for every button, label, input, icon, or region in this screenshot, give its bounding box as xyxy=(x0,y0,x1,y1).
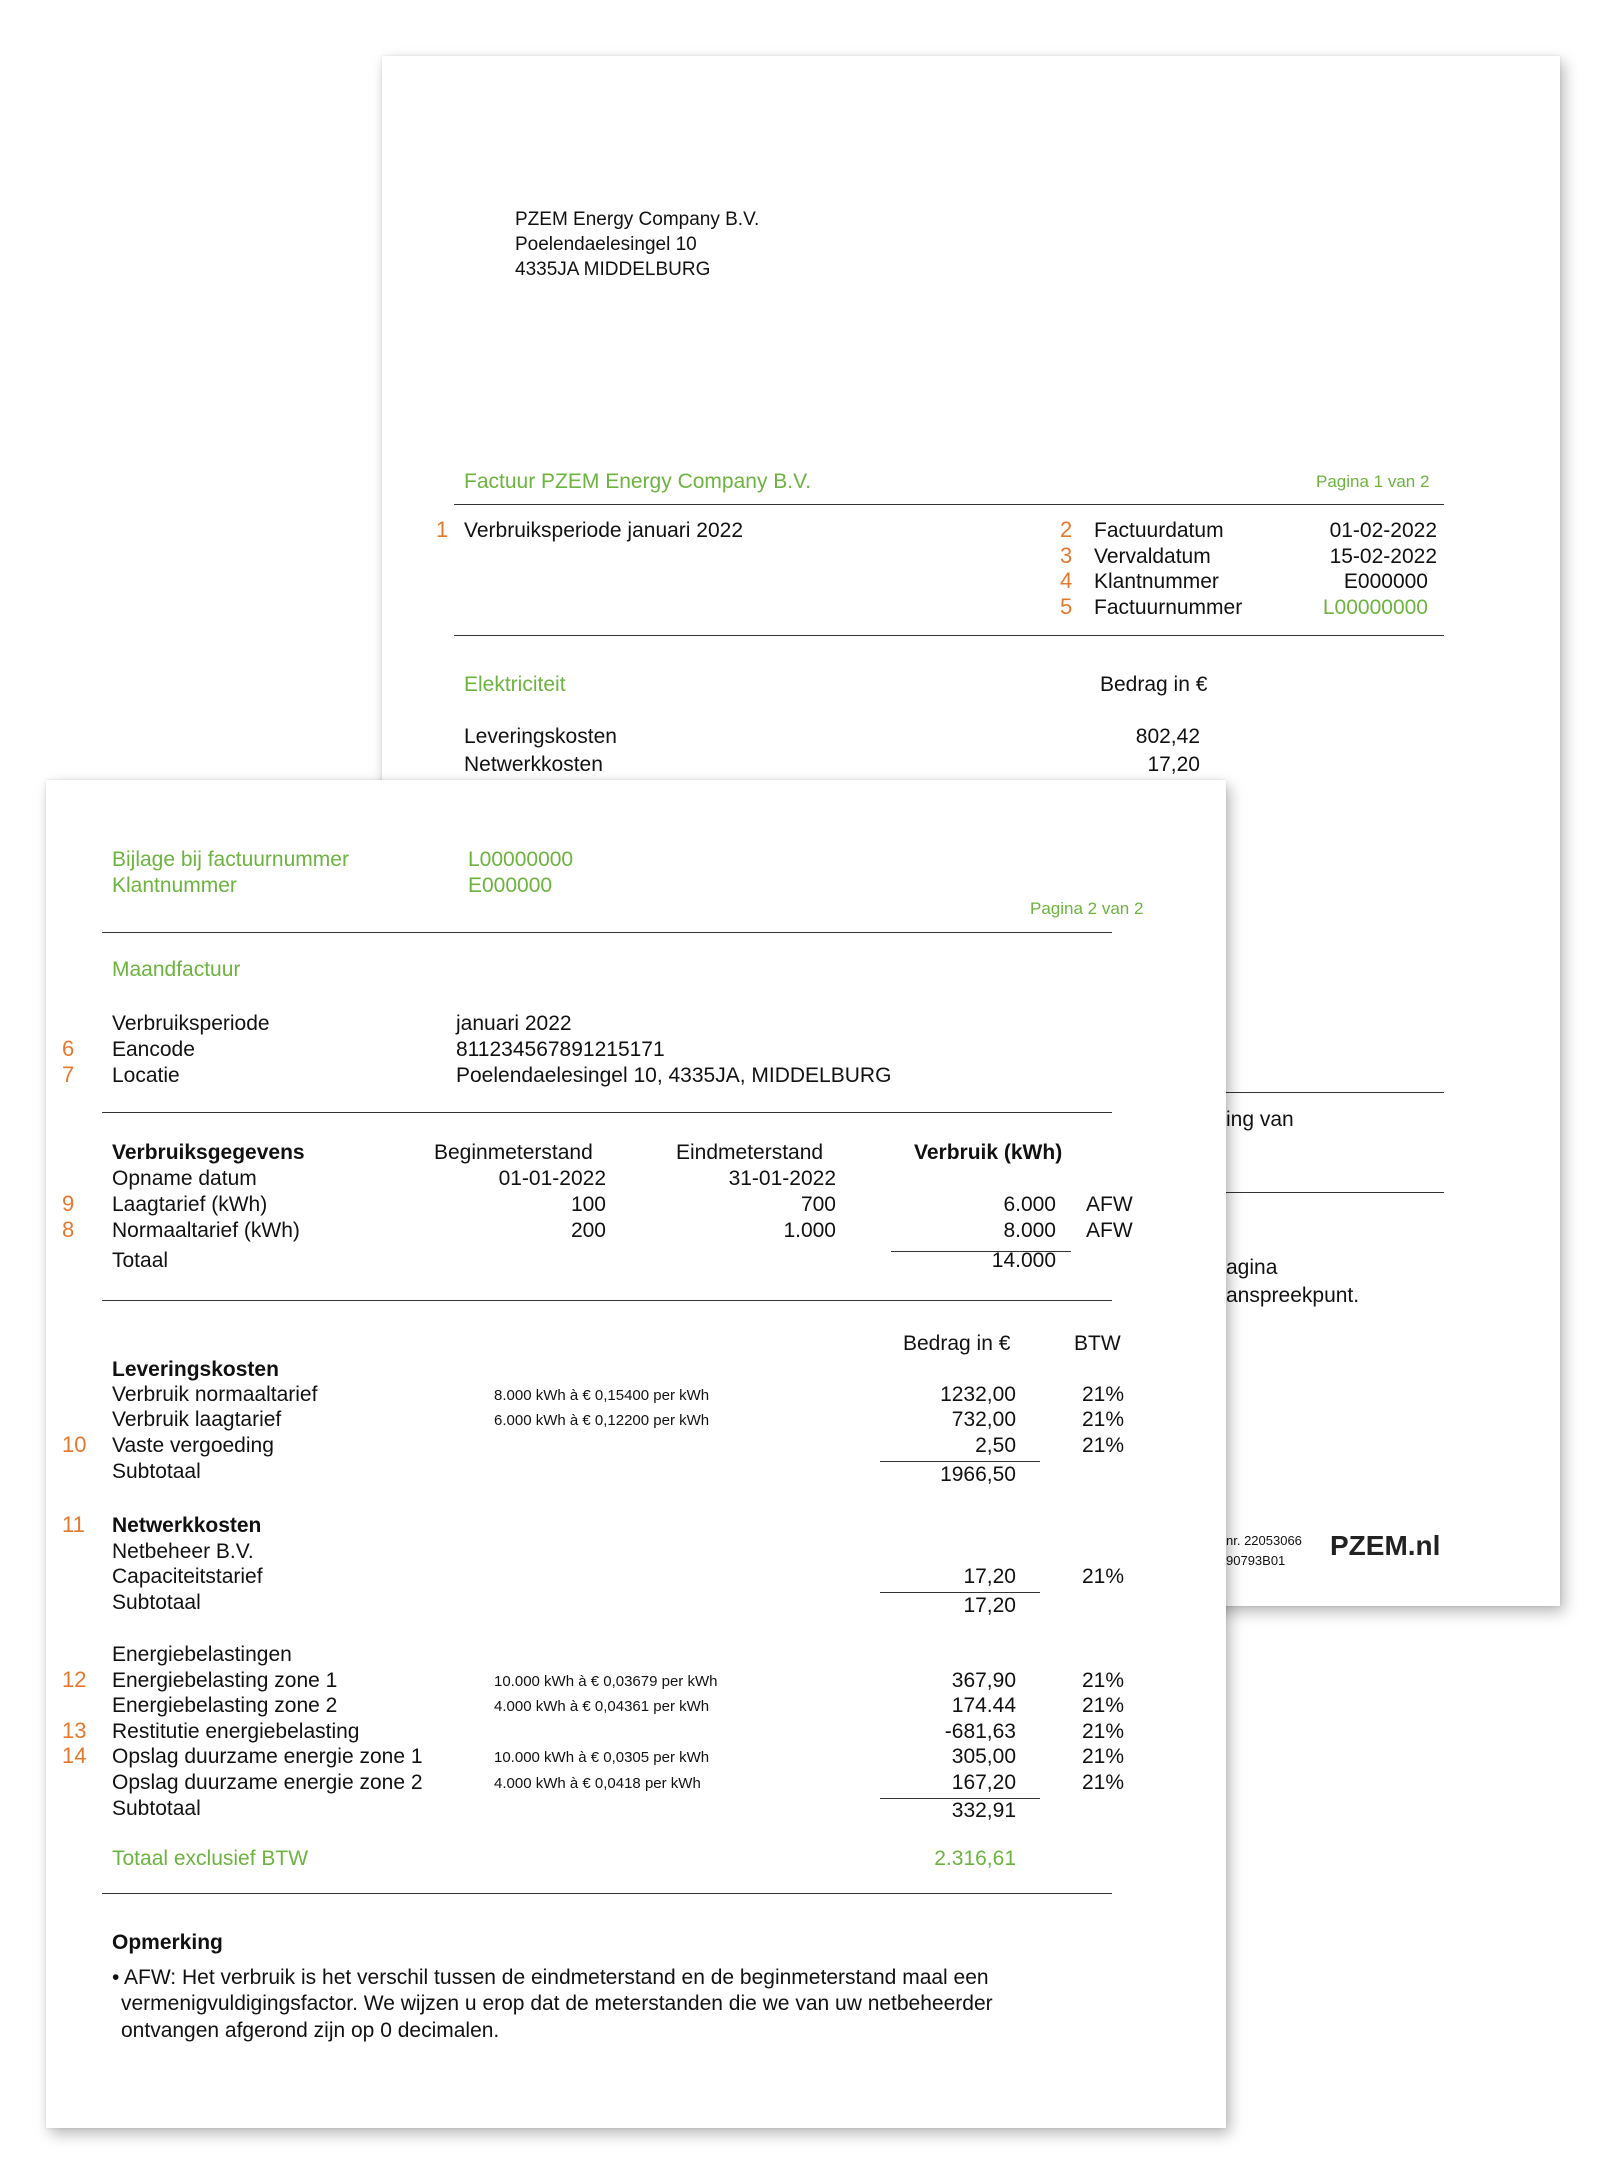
taxes-row-vat: 21% xyxy=(1082,1669,1125,1692)
attachment-value: L00000000 xyxy=(468,848,574,871)
marker-2: 2 xyxy=(1060,517,1073,542)
footer-small-text: nr. 22053066 xyxy=(1226,1533,1302,1548)
cost-value-network: 17,20 xyxy=(1147,753,1200,776)
footer-small-text: 90793B01 xyxy=(1226,1553,1286,1568)
taxes-row-amount: 167,20 xyxy=(951,1771,1016,1794)
delivery-row-label: Vaste vergoeding xyxy=(112,1434,274,1457)
usage-total-value: 14.000 xyxy=(991,1249,1056,1272)
delivery-row-detail: 6.000 kWh à € 0,12200 per kWh xyxy=(494,1412,710,1429)
divider xyxy=(454,635,1444,636)
total-excl-vat-label: Totaal exclusief BTW xyxy=(112,1847,309,1870)
sender-address-line2: Poelendaelesingel 10 xyxy=(515,234,697,255)
network-subtotal-label: Subtotaal xyxy=(112,1591,201,1614)
delivery-row-amount: 2,50 xyxy=(975,1434,1016,1457)
marker-8: 8 xyxy=(62,1217,75,1242)
usage-row-note: AFW xyxy=(1086,1219,1133,1242)
costs-header-amount: Bedrag in € xyxy=(903,1332,1011,1355)
taxes-row-vat: 21% xyxy=(1082,1694,1125,1717)
divider xyxy=(102,1893,1112,1894)
taxes-row-label: Energiebelasting zone 2 xyxy=(112,1694,338,1717)
taxes-row-detail: 10.000 kWh à € 0,03679 per kWh xyxy=(494,1673,718,1690)
sender-address-line1: PZEM Energy Company B.V. xyxy=(515,209,760,230)
remark-line: • AFW: Het verbruik is het verschil tussen de eindmeterstand en de beginmeterstand maal een xyxy=(112,1966,989,1989)
meta-label-invoice-date: Factuurdatum xyxy=(1094,519,1224,542)
usage-row-begin: 100 xyxy=(570,1193,606,1216)
meta-label-customer-number: Klantnummer xyxy=(1094,570,1219,593)
delivery-subtotal-label: Subtotaal xyxy=(112,1460,201,1483)
taxes-row-amount: 367,90 xyxy=(951,1669,1016,1692)
taxes-row-label: Opslag duurzame energie zone 2 xyxy=(112,1771,423,1794)
page-indicator: Pagina 2 van 2 xyxy=(1030,899,1144,918)
delivery-row-label: Verbruik laagtarief xyxy=(112,1408,282,1431)
network-operator: Netbeheer B.V. xyxy=(112,1540,254,1563)
sum-line xyxy=(880,1592,1040,1593)
info-label-period: Verbruiksperiode xyxy=(112,1012,270,1035)
attachment-label: Bijlage bij factuurnummer xyxy=(112,848,349,871)
delivery-row-amount: 1232,00 xyxy=(940,1383,1016,1406)
marker-10: 10 xyxy=(62,1432,87,1457)
usage-total-label: Totaal xyxy=(112,1249,169,1272)
usage-date-label: Opname datum xyxy=(112,1167,257,1190)
amount-header: Bedrag in € xyxy=(1100,673,1208,696)
page-indicator: Pagina 1 van 2 xyxy=(1316,472,1430,491)
marker-11: 11 xyxy=(62,1512,85,1537)
taxes-title: Energiebelastingen xyxy=(112,1643,292,1666)
delivery-row-detail: 8.000 kWh à € 0,15400 per kWh xyxy=(494,1387,710,1404)
costs-header-vat: BTW xyxy=(1074,1332,1121,1355)
usage-date-begin: 01-01-2022 xyxy=(498,1167,606,1190)
usage-header-label: Verbruiksgegevens xyxy=(112,1141,305,1164)
usage-row-usage: 8.000 xyxy=(1003,1219,1056,1242)
marker-4: 4 xyxy=(1060,568,1073,593)
taxes-row-vat: 21% xyxy=(1082,1771,1125,1794)
usage-row-note: AFW xyxy=(1086,1193,1133,1216)
total-excl-vat-value: 2.316,61 xyxy=(934,1847,1016,1870)
network-title: Netwerkkosten xyxy=(112,1514,262,1537)
partial-text: ing van xyxy=(1226,1108,1294,1131)
invoice-page-2 xyxy=(46,780,1226,2128)
taxes-row-vat: 21% xyxy=(1082,1745,1125,1768)
meta-value-invoice-number: L00000000 xyxy=(1322,596,1428,619)
taxes-row-detail: 4.000 kWh à € 0,04361 per kWh xyxy=(494,1698,710,1715)
usage-row-end: 1.000 xyxy=(783,1219,836,1242)
meta-label-due-date: Vervaldatum xyxy=(1094,545,1211,568)
sender-address-line3: 4335JA MIDDELBURG xyxy=(515,259,711,280)
marker-3: 3 xyxy=(1060,543,1073,568)
taxes-row-label: Energiebelasting zone 1 xyxy=(112,1669,338,1692)
meta-value-customer-number: E000000 xyxy=(1343,570,1428,593)
marker-12: 12 xyxy=(62,1667,87,1692)
marker-7: 7 xyxy=(62,1062,75,1087)
remark-title: Opmerking xyxy=(112,1931,223,1954)
delivery-row-vat: 21% xyxy=(1082,1383,1125,1406)
marker-6: 6 xyxy=(62,1036,75,1061)
taxes-row-detail: 10.000 kWh à € 0,0305 per kWh xyxy=(494,1749,710,1766)
marker-14: 14 xyxy=(62,1743,87,1768)
remark-line: vermenigvuldigingsfactor. We wijzen u erop dat de meterstanden die we van uw netbeheerder xyxy=(121,1992,993,2015)
usage-row-label: Normaaltarief (kWh) xyxy=(112,1219,300,1242)
cost-value-delivery: 802,42 xyxy=(1135,725,1200,748)
taxes-row-vat: 21% xyxy=(1082,1720,1125,1743)
meta-value-invoice-date: 01-02-2022 xyxy=(1329,519,1437,542)
period-label: Verbruiksperiode januari 2022 xyxy=(464,519,744,542)
cost-label-network: Netwerkkosten xyxy=(464,753,603,776)
cost-label-delivery: Leveringskosten xyxy=(464,725,617,748)
partial-text: agina xyxy=(1226,1256,1278,1279)
customer-label: Klantnummer xyxy=(112,874,237,897)
meta-label-invoice-number: Factuurnummer xyxy=(1094,596,1243,619)
usage-row-label: Laagtarief (kWh) xyxy=(112,1193,268,1216)
usage-row-begin: 200 xyxy=(570,1219,606,1242)
taxes-subtotal-value: 332,91 xyxy=(951,1799,1016,1822)
meta-value-due-date: 15-02-2022 xyxy=(1329,545,1437,568)
taxes-row-label: Opslag duurzame energie zone 1 xyxy=(112,1745,423,1768)
remark-line: ontvangen afgerond zijn op 0 decimalen. xyxy=(121,2019,500,2042)
usage-header-begin: Beginmeterstand xyxy=(434,1141,593,1164)
usage-row-usage: 6.000 xyxy=(1003,1193,1056,1216)
invoice-title: Factuur PZEM Energy Company B.V. xyxy=(464,470,812,493)
network-row-amount: 17,20 xyxy=(963,1565,1016,1588)
delivery-title: Leveringskosten xyxy=(112,1358,279,1381)
network-row-vat: 21% xyxy=(1082,1565,1125,1588)
usage-header-end: Eindmeterstand xyxy=(676,1141,824,1164)
info-label-eancode: Eancode xyxy=(112,1038,195,1061)
info-label-location: Locatie xyxy=(112,1064,180,1087)
network-row-label: Capaciteitstarief xyxy=(112,1565,263,1588)
usage-header-usage: Verbruik (kWh) xyxy=(914,1141,1063,1164)
marker-5: 5 xyxy=(1060,594,1073,619)
section-title-electricity: Elektriciteit xyxy=(464,673,566,696)
info-value-location: Poelendaelesingel 10, 4335JA, MIDDELBURG xyxy=(456,1064,892,1087)
usage-date-end: 31-01-2022 xyxy=(728,1167,836,1190)
marker-13: 13 xyxy=(62,1718,87,1743)
marker-1: 1 xyxy=(436,517,449,542)
delivery-row-amount: 732,00 xyxy=(951,1408,1016,1431)
divider xyxy=(102,1300,1112,1301)
usage-row-end: 700 xyxy=(800,1193,836,1216)
sum-line xyxy=(880,1461,1040,1462)
taxes-row-amount: -681,63 xyxy=(944,1720,1016,1743)
taxes-subtotal-label: Subtotaal xyxy=(112,1797,201,1820)
taxes-row-detail: 4.000 kWh à € 0,0418 per kWh xyxy=(494,1775,701,1792)
pzem-logo: PZEM.nl xyxy=(1330,1530,1441,1561)
taxes-row-amount: 305,00 xyxy=(951,1745,1016,1768)
info-value-period: januari 2022 xyxy=(456,1012,572,1035)
section-title-monthly: Maandfactuur xyxy=(112,958,241,981)
info-value-eancode: 811234567891215171 xyxy=(456,1038,665,1061)
network-subtotal-value: 17,20 xyxy=(963,1594,1016,1617)
divider xyxy=(102,932,1112,933)
delivery-row-label: Verbruik normaaltarief xyxy=(112,1383,318,1406)
delivery-row-vat: 21% xyxy=(1082,1434,1125,1457)
delivery-subtotal-value: 1966,50 xyxy=(940,1463,1016,1486)
partial-text: anspreekpunt. xyxy=(1226,1284,1360,1307)
taxes-row-label: Restitutie energiebelasting xyxy=(112,1720,360,1743)
marker-9: 9 xyxy=(62,1191,75,1216)
delivery-row-vat: 21% xyxy=(1082,1408,1125,1431)
customer-value: E000000 xyxy=(468,874,553,897)
taxes-row-amount: 174.44 xyxy=(951,1694,1016,1717)
divider xyxy=(454,504,1444,505)
divider xyxy=(102,1112,1112,1113)
